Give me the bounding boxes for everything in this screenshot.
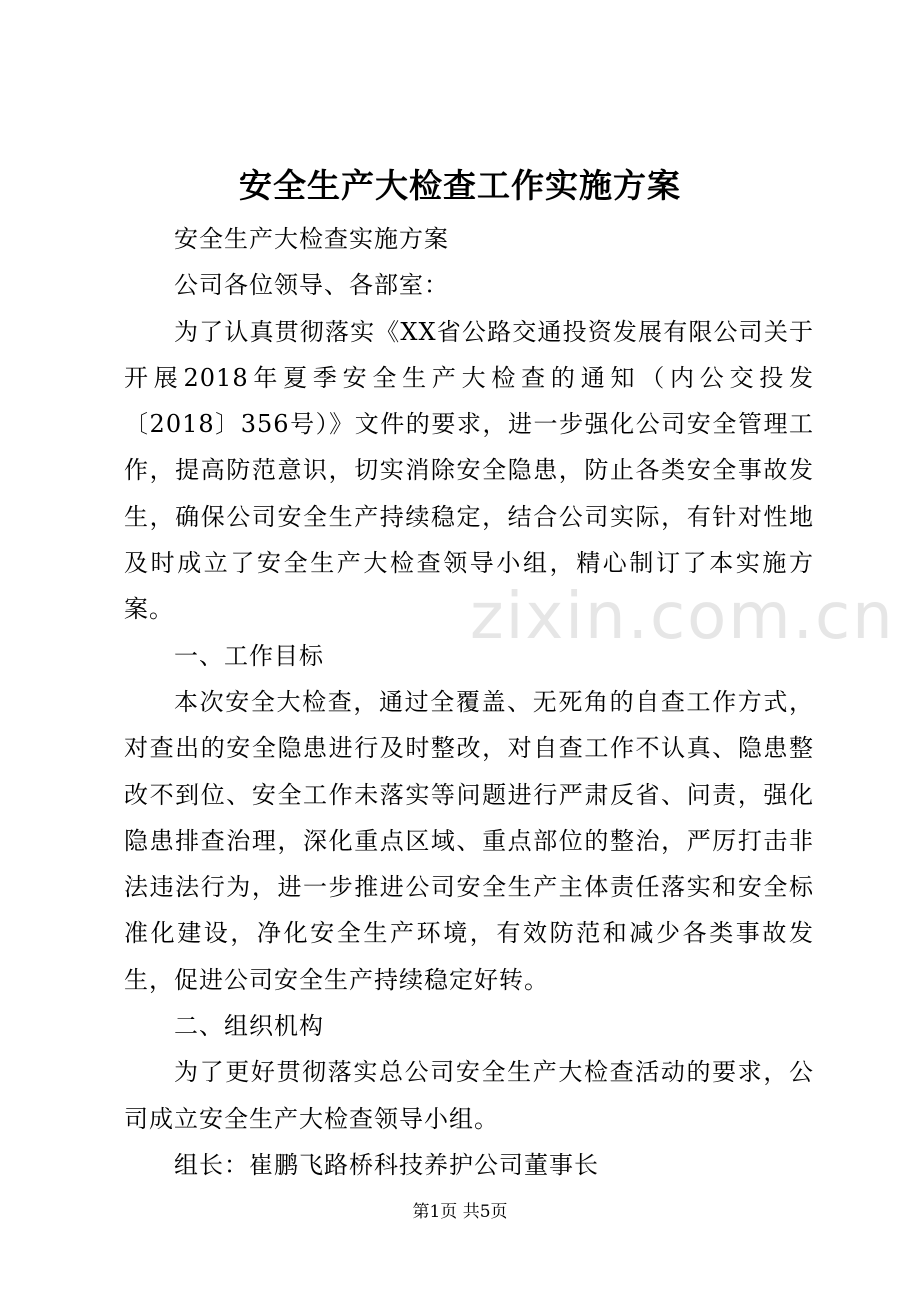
document-body (124, 216, 814, 1188)
subtitle-paragraph: 安全生产大检查实施方案 (174, 225, 449, 253)
document-title: 安全生产大检查工作实施方案 (239, 166, 681, 205)
intro-paragraph: 为了认真贯彻落实《XX省公路交通投资发展有限公司关于开展2018年夏季安全生产大检查的通知（内公交投发〔2018〕356号）》文件的要求，进一步强化公司安全管理工作，提高防范意识，切实消除安全隐患，防止各类安全事故发生，确保公司安全生产持续稳定，结合公司实际，有针对性地及时成立了安全生产大检查领导小组，精心制订了本实施方案。 (124, 317, 814, 624)
section-heading-goals: 一、工作目标 (174, 641, 324, 670)
team-leader-paragraph: 组长：崔鹏飞路桥科技养护公司董事长 (174, 1150, 599, 1179)
page-footer: 第1页 共5页 (412, 1202, 508, 1222)
section-heading-organization: 二、组织机构 (174, 1012, 324, 1041)
salutation-paragraph: 公司各位领导、各部室： (174, 271, 449, 300)
goals-paragraph: 本次安全大检查，通过全覆盖、无死角的自查工作方式，对查出的安全隐患进行及时整改，对自查工作不认真、隐患整改不到位、安全工作未落实等问题进行严肃反省、问责，强化隐患排查治理，深化重点区域、重点部位的整治，严厉打击非法违法行为，进一步推进公司安全生产主体责任落实和安全标准化建设，净化安全生产环境，有效防范和减少各类事故发生，促进公司安全生产持续稳定好转。 (124, 687, 814, 994)
watermark: zixin.com.cn (470, 580, 895, 654)
organization-paragraph: 为了更好贯彻落实总公司安全生产大检查活动的要求，公司成立安全生产大检查领导小组。 (124, 1058, 814, 1133)
